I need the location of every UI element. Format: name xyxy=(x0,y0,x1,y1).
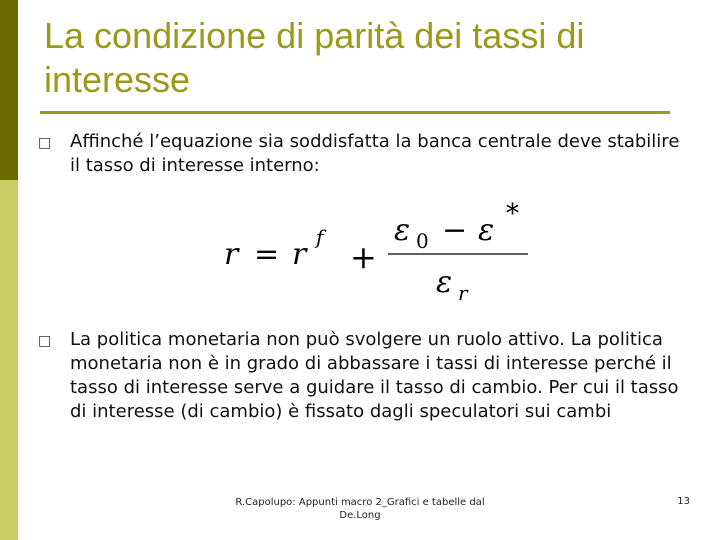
eq-den-eps-sub: r xyxy=(458,281,468,305)
eq-plus: + xyxy=(350,238,377,276)
equation xyxy=(220,196,540,308)
eq-num-eps2-sup: * xyxy=(506,199,519,229)
eq-r-base: r xyxy=(292,237,307,272)
eq-r-superscript: f xyxy=(316,225,324,249)
bullet-marker-2: □ xyxy=(38,333,52,349)
bullet-text-1: Affinché l’equazione sia soddisfatta la banca centrale deve stabilire il tasso di interesse interno: xyxy=(70,131,680,176)
page-number: 13 xyxy=(677,496,690,507)
side-bar-light xyxy=(0,180,18,540)
eq-num-eps-sub: 0 xyxy=(416,229,429,253)
slide-footer: R.Capolupo: Appunti macro 2_Grafici e tabelle dal De.Long xyxy=(235,497,485,521)
eq-num-eps2: ε xyxy=(478,213,495,248)
slide-title: La condizione di parità dei tassi di interesse xyxy=(44,15,585,100)
side-bar-dark xyxy=(0,0,18,180)
eq-minus: − xyxy=(442,213,468,248)
eq-lhs: r xyxy=(224,237,239,272)
eq-den-eps: ε xyxy=(436,265,453,300)
eq-equals: = xyxy=(254,237,280,272)
bullet-marker-1: □ xyxy=(38,135,52,151)
eq-num-eps: ε xyxy=(394,213,411,248)
title-underline xyxy=(40,111,670,114)
bullet-text-2: La politica monetaria non può svolgere un ruolo attivo. La politica monetaria non è in grado di abbassare i tassi di interesse perché il tasso di interesse serve a guidare il tasso di cambio. Per cui il tasso di interesse (di cambio) è fissato dagli speculatori sui cambi xyxy=(70,329,679,422)
